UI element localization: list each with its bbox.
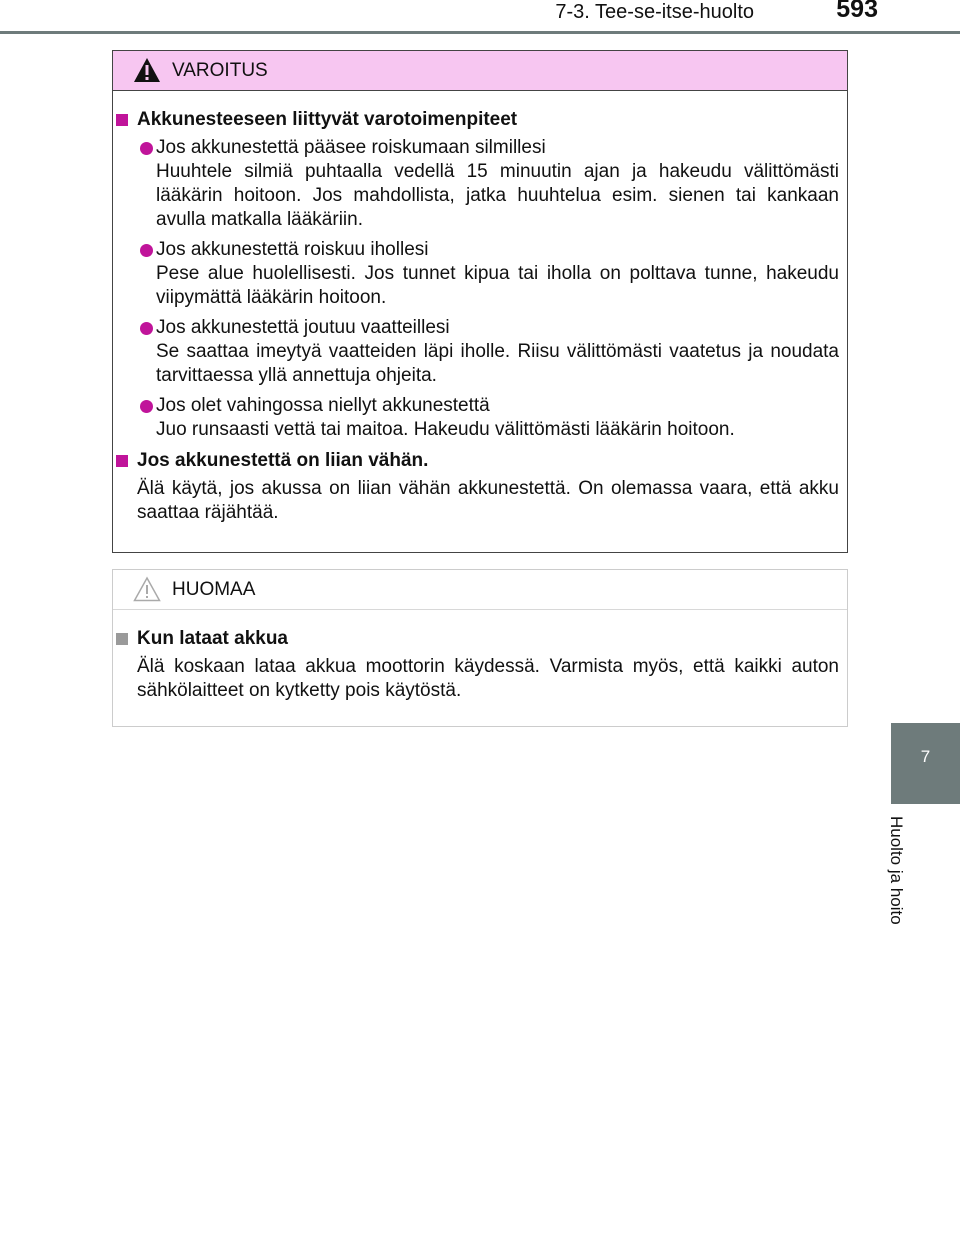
round-bullet-icon [140, 142, 153, 155]
caution-triangle-icon [133, 576, 161, 602]
warning-label: VAROITUS [172, 60, 268, 81]
square-bullet-icon [116, 114, 128, 126]
notice-label: HUOMAA [172, 579, 256, 600]
notice-box-header [113, 570, 847, 610]
notice-box [112, 569, 848, 727]
item-text: Se saattaa imeytyä vaatteiden läpi iholle. Riisu välittömästi vaatetus ja noudata tarvittaessa yllä annettuja ohjeita. [156, 341, 839, 386]
list-item [113, 136, 839, 232]
round-bullet-icon [140, 322, 153, 335]
warning-section-title: Jos akkunestettä on liian vähän. [113, 448, 839, 474]
chapter-tab [891, 723, 960, 804]
warning-box-body [113, 91, 847, 525]
round-bullet-icon [140, 400, 153, 413]
header-rule [0, 31, 960, 34]
warning-box-header [113, 51, 847, 91]
section-text: Älä koskaan lataa akkua moottorin käydessä. Varmista myös, että kaikki auton sähkölaitteet on kytketty pois käytöstä. [137, 656, 839, 701]
item-text: Pese alue huolellisesti. Jos tunnet kipua tai iholla on polttava tunne, hakeudu viipymättä lääkärin hoitoon. [156, 263, 839, 308]
square-bullet-icon [116, 455, 128, 467]
notice-box-body [113, 610, 847, 703]
item-heading: Jos olet vahingossa niellyt akkunestettä [156, 395, 490, 416]
item-heading: Jos akkunestettä joutuu vaatteillesi [156, 317, 450, 338]
chapter-number: 7 [920, 747, 931, 766]
list-item [113, 238, 839, 310]
list-item [113, 316, 839, 388]
chapter-title: Huolto ja hoito [887, 816, 906, 925]
square-bullet-icon [116, 633, 128, 645]
warning-triangle-icon [133, 57, 161, 83]
section-title: 7-3. Tee-se-itse-huolto [555, 1, 754, 23]
item-text: Juo runsaasti vettä tai maitoa. Hakeudu välittömästi lääkärin hoitoon. [156, 419, 735, 440]
round-bullet-icon [140, 244, 153, 257]
list-item [113, 394, 839, 442]
item-text: Huuhtele silmiä puhtaalla vedellä 15 minuutin ajan ja hakeudu välittömästi lääkärin hoitoon. Jos mahdollista, jatka huuhtelua esim. sienen tai kankaan avulla matkalla lääkäriin. [156, 161, 839, 230]
item-heading: Jos akkunestettä roiskuu ihollesi [156, 239, 429, 260]
section-text: Älä käytä, jos akussa on liian vähän akkunestettä. On olemassa vaara, että akku saattaa räjähtää. [137, 478, 839, 523]
warning-box [112, 50, 848, 553]
notice-section-title: Kun lataat akkua [113, 626, 839, 652]
item-heading: Jos akkunestettä pääsee roiskumaan silmillesi [156, 137, 546, 158]
page-number: 593 [836, 0, 878, 23]
warning-section-title: Akkunesteeseen liittyvät varotoimenpiteet [113, 107, 839, 133]
